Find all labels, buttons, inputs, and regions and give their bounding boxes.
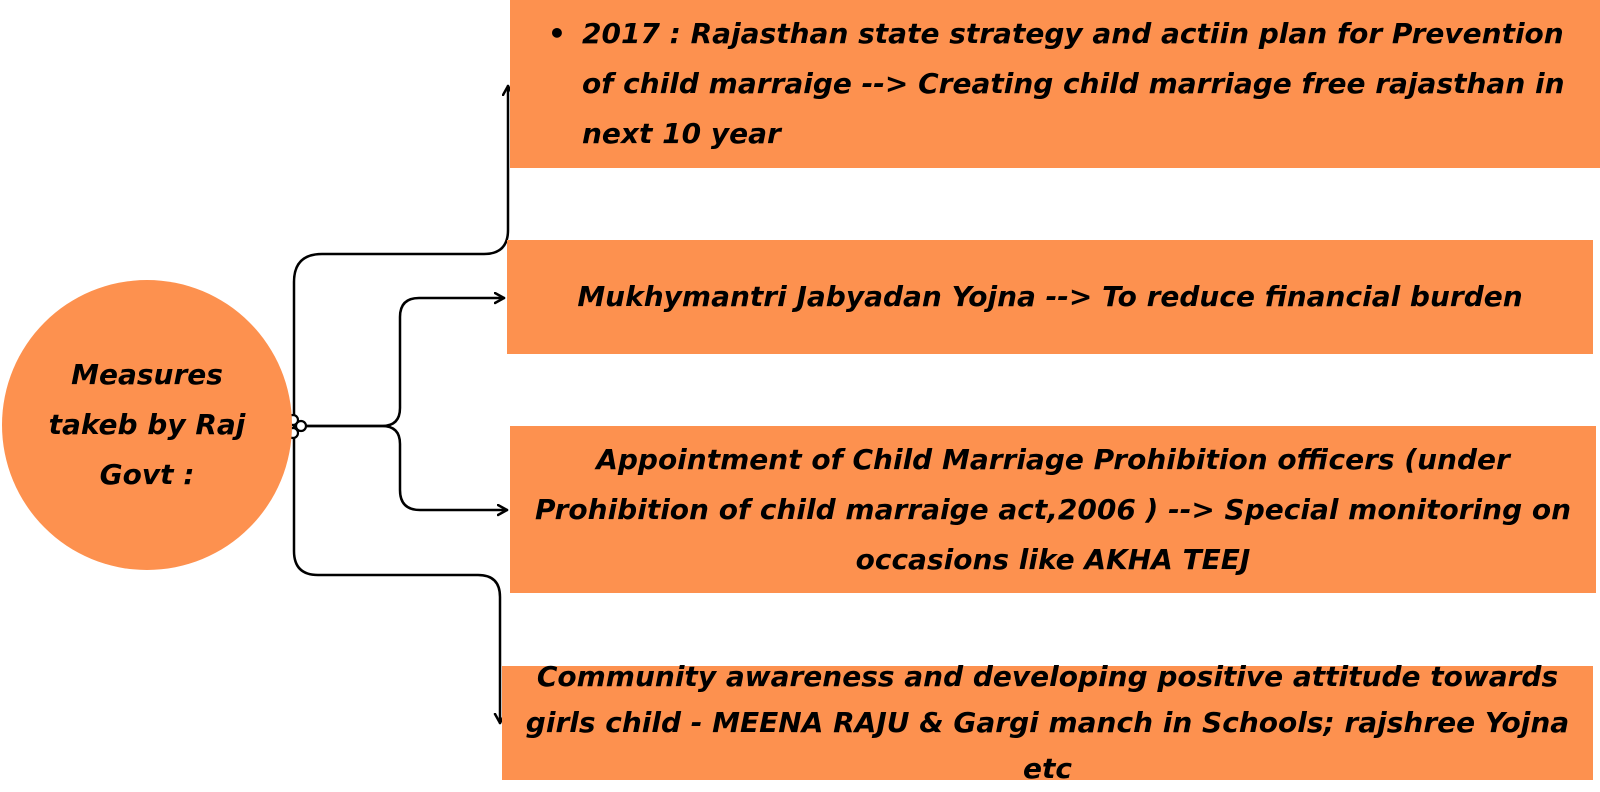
center-label-line: Govt :: [99, 458, 195, 491]
center-label-line: Measures: [71, 358, 223, 391]
measure-1-text: 2017 : Rajasthan state strategy and actiin plan for Prevention of child marraige --> Creating child marriage free rajasthan in next 10 year: [582, 17, 1565, 150]
center-node: [2, 280, 292, 570]
measure-box-4: [502, 660, 1593, 785]
measure-box-2: [507, 240, 1593, 354]
center-node-label: [32, 350, 262, 500]
connector-to-measure-3: [300, 426, 507, 510]
connector-to-measure-4: [294, 426, 500, 723]
measure-box-3: [510, 426, 1596, 593]
connector-to-measure-1: [294, 86, 508, 426]
center-label-line: takeb by Raj: [48, 408, 246, 441]
measure-2-text: Mukhymantri Jabyadan Yojna --> To reduce financial burden: [577, 280, 1523, 313]
connector-to-measure-2: [300, 298, 504, 426]
measure-3-text: Appointment of Child Marriage Prohibition officers (under Prohibition of child marraige act,2006 ) --> Special monitoring on occasions like AKHA TEEJ: [534, 442, 1572, 576]
connector-origin-icon: [296, 421, 306, 431]
measure-4-text: Community awareness and developing positive attitude towards girls child - MEENA RAJU & Gargi manch in Schools; rajshree Yojna etc: [525, 660, 1570, 785]
bullet-icon: •: [548, 17, 566, 50]
measure-box-1: [510, 0, 1600, 168]
